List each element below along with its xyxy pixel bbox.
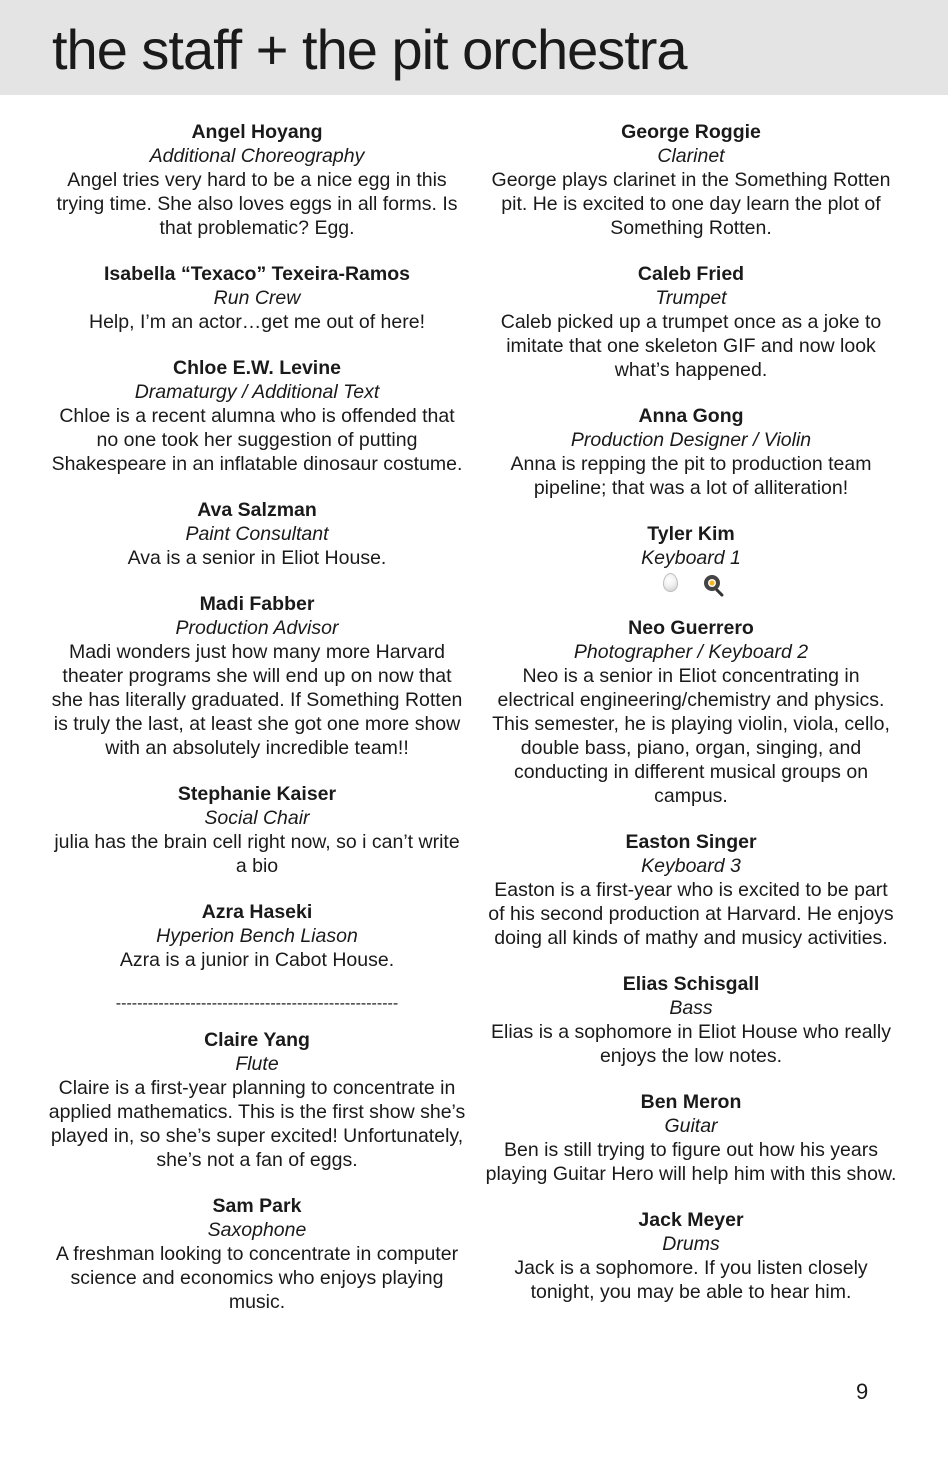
frying-pan-egg-icon	[704, 575, 720, 591]
member-name: Azra Haseki	[201, 901, 313, 923]
bio-entry	[484, 830, 898, 950]
member-bio: Help, I’m an actor…get me out of here!	[89, 311, 425, 333]
page-header	[0, 0, 948, 95]
member-bio: Caleb picked up a trumpet once as a joke to imitate that one skeleton GIF and now look what’s happened.	[500, 311, 882, 381]
member-role: Hyperion Bench Liason	[156, 925, 358, 947]
member-bio: A freshman looking to concentrate in computer science and economics who enjoys playing music.	[55, 1243, 459, 1313]
egg-icon	[663, 573, 678, 592]
member-name: Tyler Kim	[647, 523, 735, 545]
member-role: Drums	[662, 1233, 720, 1255]
member-role: Trumpet	[655, 287, 727, 309]
member-role: Paint Consultant	[185, 523, 329, 545]
member-role: Run Crew	[213, 287, 301, 309]
member-bio: Easton is a first-year who is excited to be part of his second production at Harvard. He enjoys doing all kinds of mathy and musicy activities.	[488, 879, 894, 949]
page-number: 9	[856, 1379, 869, 1404]
member-name: Ben Meron	[640, 1091, 742, 1113]
member-bio: Elias is a sophomore in Eliot House who really enjoys the low notes.	[491, 1021, 891, 1067]
staff-column	[48, 120, 466, 1336]
bio-entry	[48, 592, 466, 760]
member-name: Angel Hoyang	[191, 121, 323, 143]
bio-entry	[48, 900, 466, 972]
member-role: Flute	[235, 1053, 279, 1075]
member-bio: Angel tries very hard to be a nice egg in this trying time. She also loves eggs in all forms. Is that problematic? Egg.	[56, 169, 458, 239]
section-divider: -----------------------------------------------------	[115, 995, 399, 1012]
member-role: Production Advisor	[175, 617, 339, 639]
member-name: George Roggie	[621, 121, 761, 143]
bio-entry	[484, 616, 898, 808]
member-bio: Jack is a sophomore. If you listen closely tonight, you may be able to hear him.	[514, 1257, 868, 1303]
member-role: Guitar	[664, 1115, 718, 1137]
member-name: Caleb Fried	[637, 263, 745, 285]
member-name: Elias Schisgall	[622, 973, 760, 995]
bio-entry	[48, 120, 466, 240]
member-bio: Chloe is a recent alumna who is offended that no one took her suggestion of putting Shakespeare in an inflatable dinosaur costume.	[51, 405, 463, 475]
page-title: the staff + the pit orchestra	[52, 18, 687, 81]
member-bio: Ben is still trying to figure out how his years playing Guitar Hero will help him with this show.	[485, 1139, 897, 1185]
member-name: Chloe E.W. Levine	[173, 357, 341, 379]
member-role: Photographer / Keyboard 2	[573, 641, 809, 663]
member-bio: julia has the brain cell right now, so i can’t write a bio	[54, 831, 460, 877]
member-name: Anna Gong	[638, 405, 744, 427]
bio-entry	[484, 1208, 898, 1304]
member-role: Additional Choreography	[149, 145, 365, 167]
member-name: Neo Guerrero	[628, 617, 754, 639]
bio-entry	[484, 522, 898, 594]
member-bio-emoji	[484, 570, 898, 594]
member-role: Social Chair	[204, 807, 310, 829]
member-bio: Claire is a first-year planning to concentrate in applied mathematics. This is the first show she’s played in, so she’s super excited! Unfortunately, she’s not a fan of eggs.	[48, 1077, 466, 1171]
member-bio: George plays clarinet in the Something Rotten pit. He is excited to one day learn the plot of Something Rotten.	[491, 169, 891, 239]
bio-entry	[484, 262, 898, 382]
bio-entry	[48, 356, 466, 476]
member-name: Claire Yang	[204, 1029, 310, 1051]
member-bio: Ava is a senior in Eliot House.	[127, 547, 387, 569]
member-bio: Azra is a junior in Cabot House.	[119, 949, 395, 971]
pit-column	[484, 120, 898, 1326]
member-role: Saxophone	[207, 1219, 307, 1241]
member-bio: Neo is a senior in Eliot concentrating in electrical engineering/chemistry and physics. This semester, he is playing violin, viola, cello, double bass, piano, organ, singing, and conducting in different musical groups on campus.	[492, 665, 890, 807]
member-name: Isabella “Texaco” Texeira-Ramos	[103, 263, 410, 285]
bio-entry	[484, 120, 898, 240]
member-name: Ava Salzman	[197, 499, 317, 521]
bio-entry	[48, 782, 466, 878]
member-role: Clarinet	[657, 145, 725, 167]
bio-entry	[48, 1028, 466, 1172]
member-name: Jack Meyer	[638, 1209, 744, 1231]
bio-entry	[484, 404, 898, 500]
member-name: Sam Park	[212, 1195, 302, 1217]
bio-entry	[484, 972, 898, 1068]
member-role: Bass	[669, 997, 713, 1019]
member-role: Keyboard 1	[641, 547, 741, 569]
bio-entry	[48, 498, 466, 570]
member-bio: Anna is repping the pit to production team pipeline; that was a lot of alliteration!	[510, 453, 872, 499]
member-name: Madi Fabber	[199, 593, 315, 615]
member-role: Production Designer / Violin	[570, 429, 812, 451]
bio-entry	[48, 1194, 466, 1314]
member-role: Keyboard 3	[641, 855, 741, 877]
member-role: Dramaturgy / Additional Text	[134, 381, 380, 403]
member-name: Stephanie Kaiser	[177, 783, 337, 805]
member-bio: Madi wonders just how many more Harvard theater programs she will end up on now that she has literally graduated. If Something Rotten is truly the last, at least she got one more show with an absolutely incredible team!!	[51, 641, 463, 759]
bio-entry	[48, 262, 466, 334]
bio-entry	[484, 1090, 898, 1186]
member-name: Easton Singer	[625, 831, 757, 853]
